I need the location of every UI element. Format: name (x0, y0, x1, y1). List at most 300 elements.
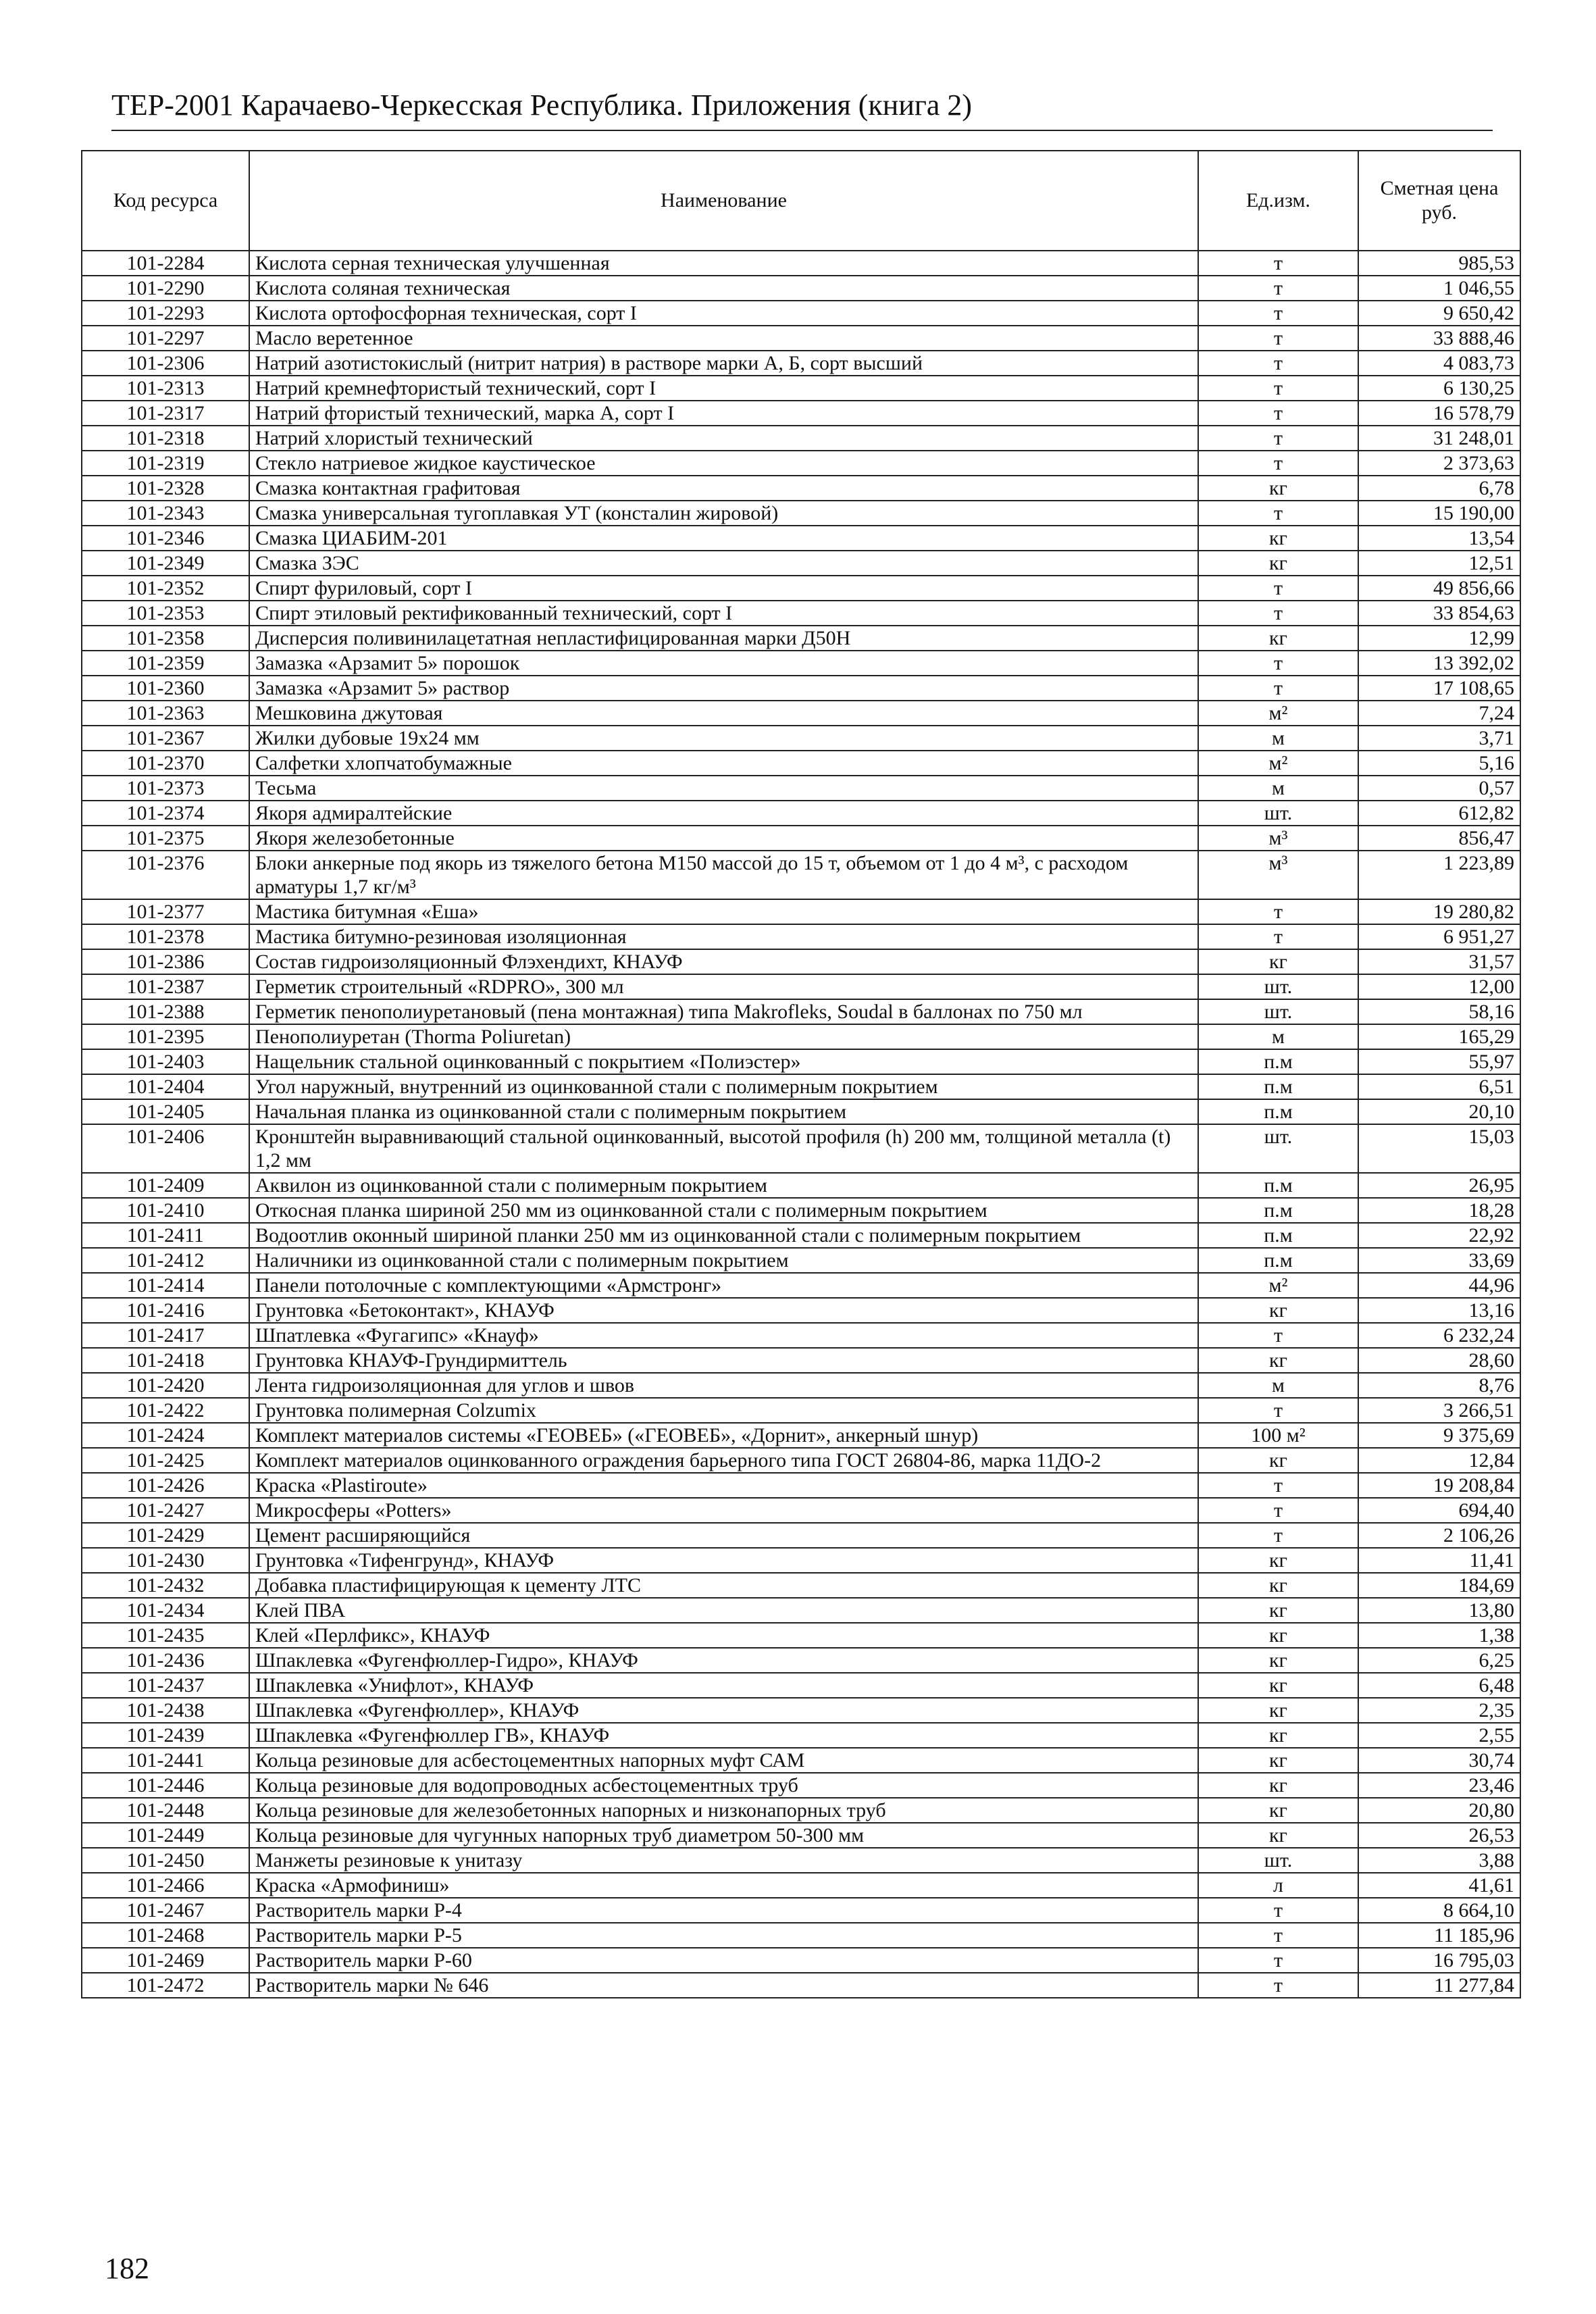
cell-unit: п.м (1198, 1198, 1358, 1223)
cell-price: 8 664,10 (1358, 1898, 1520, 1923)
cell-price: 3,71 (1358, 726, 1520, 751)
cell-name: Грунтовка «Бетоконтакт», КНАУФ (249, 1298, 1198, 1323)
cell-code: 101-2343 (82, 501, 249, 526)
cell-code: 101-2318 (82, 426, 249, 451)
cell-price: 5,16 (1358, 751, 1520, 776)
cell-code: 101-2422 (82, 1398, 249, 1423)
cell-name: Герметик пенополиуретановый (пена монтажная) типа Makroflеks, Soudal в баллонах по 750 мл (249, 999, 1198, 1024)
cell-price: 20,80 (1358, 1798, 1520, 1823)
cell-price: 58,16 (1358, 999, 1520, 1024)
cell-code: 101-2472 (82, 1973, 249, 1998)
cell-name: Комплект материалов оцинкованного ограждения барьерного типа ГОСТ 26804-86, марка 11ДО-2 (249, 1448, 1198, 1473)
cell-unit: кг (1198, 1548, 1358, 1573)
table-row (82, 826, 1520, 851)
cell-price: 2 373,63 (1358, 451, 1520, 476)
cell-unit: т (1198, 501, 1358, 526)
table-row (82, 1298, 1520, 1323)
cell-price: 6 951,27 (1358, 924, 1520, 949)
cell-price: 15 190,00 (1358, 501, 1520, 526)
cell-price: 694,40 (1358, 1498, 1520, 1523)
cell-code: 101-2374 (82, 801, 249, 826)
cell-name: Натрий кремнефтористый технический, сорт I (249, 376, 1198, 401)
table-row (82, 1873, 1520, 1898)
cell-code: 101-2435 (82, 1623, 249, 1648)
table-row (82, 1398, 1520, 1423)
cell-name: Блоки анкерные под якорь из тяжелого бетона М150 массой до 15 т, объемом от 1 до 4 м³, с расходом арматуры 1,7 кг/м³ (249, 851, 1198, 899)
cell-price: 44,96 (1358, 1273, 1520, 1298)
cell-code: 101-2430 (82, 1548, 249, 1573)
cell-name: Пенополиуретан (Thorma Poliuretan) (249, 1024, 1198, 1049)
column-header-price: Сметная цена руб. (1358, 151, 1520, 251)
cell-name: Натрий азотистокислый (нитрит натрия) в растворе марки А, Б, сорт высший (249, 351, 1198, 376)
cell-name: Добавка пластифицирующая к цементу ЛТС (249, 1573, 1198, 1598)
column-header-code: Код ресурса (82, 151, 249, 251)
table-row (82, 1523, 1520, 1548)
table-row (82, 1423, 1520, 1448)
cell-unit: кг (1198, 1798, 1358, 1823)
cell-unit: кг (1198, 1773, 1358, 1798)
cell-name: Замазка «Арзамит 5» раствор (249, 676, 1198, 701)
cell-unit: м² (1198, 1273, 1358, 1298)
cell-price: 33 854,63 (1358, 601, 1520, 626)
cell-unit: кг (1198, 1823, 1358, 1848)
cell-price: 13 392,02 (1358, 651, 1520, 676)
cell-name: Кольца резиновые для водопроводных асбестоцементных труб (249, 1773, 1198, 1798)
page-title: ТЕР-2001 Карачаево-Черкесская Республика. Приложения (книга 2) (111, 89, 973, 122)
cell-price: 22,92 (1358, 1223, 1520, 1248)
cell-name: Водоотлив оконный шириной планки 250 мм из оцинкованной стали с полимерным покрытием (249, 1223, 1198, 1248)
cell-code: 101-2319 (82, 451, 249, 476)
cell-code: 101-2469 (82, 1948, 249, 1973)
table-row (82, 476, 1520, 501)
cell-price: 8,76 (1358, 1373, 1520, 1398)
cell-code: 101-2412 (82, 1248, 249, 1273)
cell-code: 101-2410 (82, 1198, 249, 1223)
cell-name: Мастика битумная «Еша» (249, 899, 1198, 924)
table-row (82, 676, 1520, 701)
cell-code: 101-2387 (82, 974, 249, 999)
cell-name: Клей ПВА (249, 1598, 1198, 1623)
cell-price: 165,29 (1358, 1024, 1520, 1049)
cell-price: 12,99 (1358, 626, 1520, 651)
cell-unit: кг (1198, 1573, 1358, 1598)
cell-unit: м (1198, 1373, 1358, 1398)
cell-unit: м² (1198, 751, 1358, 776)
cell-name: Кольца резиновые для чугунных напорных труб диаметром 50-300 мм (249, 1823, 1198, 1848)
table-row (82, 1198, 1520, 1223)
cell-name: Кольца резиновые для железобетонных напорных и низконапорных труб (249, 1798, 1198, 1823)
cell-price: 9 375,69 (1358, 1423, 1520, 1448)
cell-code: 101-2424 (82, 1423, 249, 1448)
cell-code: 101-2420 (82, 1373, 249, 1398)
table-row (82, 1948, 1520, 1973)
cell-unit: т (1198, 251, 1358, 276)
table-row (82, 451, 1520, 476)
table-row (82, 1723, 1520, 1748)
cell-code: 101-2466 (82, 1873, 249, 1898)
table-row (82, 1448, 1520, 1473)
cell-unit: кг (1198, 1673, 1358, 1698)
cell-unit: м² (1198, 701, 1358, 726)
cell-name: Жилки дубовые 19х24 мм (249, 726, 1198, 751)
cell-price: 2,55 (1358, 1723, 1520, 1748)
table-row (82, 949, 1520, 974)
cell-name: Клей «Перлфикс», КНАУФ (249, 1623, 1198, 1648)
cell-name: Начальная планка из оцинкованной стали с полимерным покрытием (249, 1099, 1198, 1124)
cell-price: 1 046,55 (1358, 276, 1520, 301)
table-row (82, 1024, 1520, 1049)
page-number: 182 (105, 2252, 149, 2285)
table-row (82, 751, 1520, 776)
cell-code: 101-2367 (82, 726, 249, 751)
cell-name: Натрий фтористый технический, марка А, сорт I (249, 401, 1198, 426)
cell-name: Шпаклевка «Фугенфюллер-Гидро», КНАУФ (249, 1648, 1198, 1673)
cell-code: 101-2438 (82, 1698, 249, 1723)
cell-name: Растворитель марки № 646 (249, 1973, 1198, 1998)
table-row (82, 1099, 1520, 1124)
cell-unit: шт. (1198, 801, 1358, 826)
table-row (82, 974, 1520, 999)
cell-code: 101-2404 (82, 1074, 249, 1099)
cell-price: 12,84 (1358, 1448, 1520, 1473)
cell-price: 13,16 (1358, 1298, 1520, 1323)
table-body (82, 251, 1520, 1998)
cell-code: 101-2411 (82, 1223, 249, 1248)
cell-name: Наличники из оцинкованной стали с полимерным покрытием (249, 1248, 1198, 1273)
cell-unit: т (1198, 924, 1358, 949)
cell-unit: т (1198, 1973, 1358, 1998)
cell-price: 19 280,82 (1358, 899, 1520, 924)
cell-name: Манжеты резиновые к унитазу (249, 1848, 1198, 1873)
table-row (82, 1773, 1520, 1798)
cell-name: Мешковина джутовая (249, 701, 1198, 726)
cell-code: 101-2370 (82, 751, 249, 776)
cell-code: 101-2437 (82, 1673, 249, 1698)
cell-code: 101-2386 (82, 949, 249, 974)
cell-price: 0,57 (1358, 776, 1520, 801)
table-row (82, 526, 1520, 551)
cell-unit: м³ (1198, 851, 1358, 899)
cell-name: Краска «Plastiroute» (249, 1473, 1198, 1498)
cell-price: 7,24 (1358, 701, 1520, 726)
table-row (82, 276, 1520, 301)
cell-code: 101-2353 (82, 601, 249, 626)
cell-unit: шт. (1198, 1124, 1358, 1173)
cell-unit: п.м (1198, 1099, 1358, 1124)
cell-unit: п.м (1198, 1223, 1358, 1248)
table-row (82, 576, 1520, 601)
cell-unit: т (1198, 326, 1358, 351)
cell-price: 4 083,73 (1358, 351, 1520, 376)
cell-unit: т (1198, 676, 1358, 701)
cell-code: 101-2313 (82, 376, 249, 401)
cell-name: Краска «Армофиниш» (249, 1873, 1198, 1898)
cell-code: 101-2439 (82, 1723, 249, 1748)
cell-code: 101-2349 (82, 551, 249, 576)
cell-code: 101-2284 (82, 251, 249, 276)
cell-name: Шпаклевка «Унифлот», КНАУФ (249, 1673, 1198, 1698)
cell-price: 6,78 (1358, 476, 1520, 501)
cell-code: 101-2414 (82, 1273, 249, 1298)
cell-price: 23,46 (1358, 1773, 1520, 1798)
cell-price: 9 650,42 (1358, 301, 1520, 326)
cell-unit: т (1198, 451, 1358, 476)
cell-name: Цемент расширяющийся (249, 1523, 1198, 1548)
table-row (82, 701, 1520, 726)
cell-name: Кислота серная техническая улучшенная (249, 251, 1198, 276)
cell-price: 17 108,65 (1358, 676, 1520, 701)
table-row (82, 1323, 1520, 1348)
cell-code: 101-2317 (82, 401, 249, 426)
cell-price: 18,28 (1358, 1198, 1520, 1223)
cell-price: 6,51 (1358, 1074, 1520, 1099)
cell-unit: кг (1198, 1598, 1358, 1623)
page-header (111, 86, 1493, 131)
price-table (81, 150, 1521, 1998)
cell-code: 101-2376 (82, 851, 249, 899)
cell-price: 2,35 (1358, 1698, 1520, 1723)
cell-unit: т (1198, 301, 1358, 326)
cell-code: 101-2346 (82, 526, 249, 551)
cell-code: 101-2375 (82, 826, 249, 851)
cell-unit: кг (1198, 1698, 1358, 1723)
cell-price: 3 266,51 (1358, 1398, 1520, 1423)
cell-name: Стекло натриевое жидкое каустическое (249, 451, 1198, 476)
column-header-unit: Ед.изм. (1198, 151, 1358, 251)
cell-price: 11 185,96 (1358, 1923, 1520, 1948)
cell-price: 184,69 (1358, 1573, 1520, 1598)
table-row (82, 1124, 1520, 1173)
cell-unit: л (1198, 1873, 1358, 1898)
table-row (82, 1973, 1520, 1998)
table-row (82, 1573, 1520, 1598)
table-row (82, 601, 1520, 626)
table-row (82, 1498, 1520, 1523)
cell-name: Кислота соляная техническая (249, 276, 1198, 301)
cell-code: 101-2358 (82, 626, 249, 651)
cell-code: 101-2388 (82, 999, 249, 1024)
cell-code: 101-2306 (82, 351, 249, 376)
table-row (82, 1173, 1520, 1198)
cell-price: 3,88 (1358, 1848, 1520, 1873)
cell-code: 101-2441 (82, 1748, 249, 1773)
cell-code: 101-2328 (82, 476, 249, 501)
cell-price: 11,41 (1358, 1548, 1520, 1573)
cell-name: Дисперсия поливинилацетатная непластифицированная марки Д50Н (249, 626, 1198, 651)
cell-name: Смазка ЦИАБИМ-201 (249, 526, 1198, 551)
cell-name: Натрий хлористый технический (249, 426, 1198, 451)
cell-name: Смазка универсальная тугоплавкая УТ (консталин жировой) (249, 501, 1198, 526)
table-row (82, 1848, 1520, 1873)
cell-name: Якоря адмиралтейские (249, 801, 1198, 826)
cell-name: Угол наружный, внутренний из оцинкованной стали с полимерным покрытием (249, 1074, 1198, 1099)
cell-unit: т (1198, 351, 1358, 376)
table-row (82, 1823, 1520, 1848)
table-row (82, 726, 1520, 751)
cell-unit: т (1198, 276, 1358, 301)
cell-name: Спирт фуриловый, сорт I (249, 576, 1198, 601)
cell-code: 101-2448 (82, 1798, 249, 1823)
table-row (82, 851, 1520, 899)
cell-code: 101-2427 (82, 1498, 249, 1523)
cell-unit: кг (1198, 526, 1358, 551)
cell-unit: т (1198, 1323, 1358, 1348)
cell-unit: т (1198, 1398, 1358, 1423)
cell-unit: м (1198, 1024, 1358, 1049)
cell-unit: м (1198, 726, 1358, 751)
table-row (82, 1223, 1520, 1248)
table-row (82, 1373, 1520, 1398)
cell-name: Состав гидроизоляционный Флэхендихт, КНАУФ (249, 949, 1198, 974)
cell-name: Смазка ЗЭС (249, 551, 1198, 576)
cell-price: 31,57 (1358, 949, 1520, 974)
cell-unit: п.м (1198, 1049, 1358, 1074)
table-row (82, 1623, 1520, 1648)
cell-code: 101-2436 (82, 1648, 249, 1673)
cell-price: 31 248,01 (1358, 426, 1520, 451)
cell-unit: шт. (1198, 999, 1358, 1024)
cell-price: 49 856,66 (1358, 576, 1520, 601)
table-row (82, 899, 1520, 924)
cell-price: 19 208,84 (1358, 1473, 1520, 1498)
cell-name: Комплект материалов системы «ГЕОВЕБ» («ГЕОВЕБ», «Дорнит», анкерный шнур) (249, 1423, 1198, 1448)
cell-unit: кг (1198, 949, 1358, 974)
cell-price: 26,53 (1358, 1823, 1520, 1848)
cell-unit: т (1198, 426, 1358, 451)
cell-code: 101-2449 (82, 1823, 249, 1848)
cell-price: 856,47 (1358, 826, 1520, 851)
cell-code: 101-2417 (82, 1323, 249, 1348)
cell-code: 101-2429 (82, 1523, 249, 1548)
cell-price: 16 795,03 (1358, 1948, 1520, 1973)
cell-price: 20,10 (1358, 1099, 1520, 1124)
cell-price: 985,53 (1358, 251, 1520, 276)
cell-name: Кронштейн выравнивающий стальной оцинкованный, высотой профиля (h) 200 мм, толщиной металла (t) 1,2 мм (249, 1124, 1198, 1173)
cell-code: 101-2378 (82, 924, 249, 949)
table-row (82, 801, 1520, 826)
cell-unit: кг (1198, 476, 1358, 501)
cell-code: 101-2416 (82, 1298, 249, 1323)
cell-price: 16 578,79 (1358, 401, 1520, 426)
cell-unit: кг (1198, 1298, 1358, 1323)
cell-price: 612,82 (1358, 801, 1520, 826)
cell-price: 6,25 (1358, 1648, 1520, 1673)
cell-price: 28,60 (1358, 1348, 1520, 1373)
cell-name: Масло веретенное (249, 326, 1198, 351)
table-row (82, 301, 1520, 326)
table-row (82, 1548, 1520, 1573)
cell-price: 1 223,89 (1358, 851, 1520, 899)
cell-price: 12,51 (1358, 551, 1520, 576)
cell-code: 101-2418 (82, 1348, 249, 1373)
cell-name: Растворитель марки Р-4 (249, 1898, 1198, 1923)
cell-code: 101-2377 (82, 899, 249, 924)
cell-unit: кг (1198, 626, 1358, 651)
cell-code: 101-2468 (82, 1923, 249, 1948)
cell-name: Спирт этиловый ректификованный технический, сорт I (249, 601, 1198, 626)
table-row (82, 1673, 1520, 1698)
cell-unit: т (1198, 1523, 1358, 1548)
cell-unit: т (1198, 401, 1358, 426)
cell-code: 101-2432 (82, 1573, 249, 1598)
cell-unit: т (1198, 1948, 1358, 1973)
cell-name: Шпаклевка «Фугенфюллер», КНАУФ (249, 1698, 1198, 1723)
cell-code: 101-2395 (82, 1024, 249, 1049)
cell-code: 101-2406 (82, 1124, 249, 1173)
table-row (82, 1473, 1520, 1498)
cell-unit: т (1198, 1923, 1358, 1948)
cell-unit: кг (1198, 1348, 1358, 1373)
table-row (82, 551, 1520, 576)
cell-unit: т (1198, 576, 1358, 601)
cell-unit: т (1198, 376, 1358, 401)
cell-code: 101-2352 (82, 576, 249, 601)
cell-price: 30,74 (1358, 1748, 1520, 1773)
cell-name: Шпаклевка «Фугенфюллер ГВ», КНАУФ (249, 1723, 1198, 1748)
column-header-name: Наименование (249, 151, 1198, 251)
cell-price: 41,61 (1358, 1873, 1520, 1898)
table-header-row (82, 151, 1520, 251)
cell-code: 101-2426 (82, 1473, 249, 1498)
table-row (82, 651, 1520, 676)
cell-price: 2 106,26 (1358, 1523, 1520, 1548)
cell-code: 101-2450 (82, 1848, 249, 1873)
cell-code: 101-2409 (82, 1173, 249, 1198)
table-row (82, 924, 1520, 949)
cell-unit: п.м (1198, 1248, 1358, 1273)
cell-unit: кг (1198, 1648, 1358, 1673)
cell-name: Грунтовка «Тифенгрунд», КНАУФ (249, 1548, 1198, 1573)
table-row (82, 1074, 1520, 1099)
cell-unit: п.м (1198, 1173, 1358, 1198)
cell-unit: т (1198, 1498, 1358, 1523)
cell-code: 101-2360 (82, 676, 249, 701)
cell-name: Кольца резиновые для асбестоцементных напорных муфт САМ (249, 1748, 1198, 1773)
table-row (82, 1049, 1520, 1074)
cell-name: Мастика битумно-резиновая изоляционная (249, 924, 1198, 949)
cell-unit: п.м (1198, 1074, 1358, 1099)
table-row (82, 1923, 1520, 1948)
table-row (82, 326, 1520, 351)
cell-unit: кг (1198, 1723, 1358, 1748)
cell-name: Якоря железобетонные (249, 826, 1198, 851)
cell-price: 15,03 (1358, 1124, 1520, 1173)
cell-unit: т (1198, 1473, 1358, 1498)
cell-name: Грунтовка КНАУФ-Грундирмиттель (249, 1348, 1198, 1373)
cell-code: 101-2467 (82, 1898, 249, 1923)
cell-name: Растворитель марки Р-60 (249, 1948, 1198, 1973)
cell-unit: шт. (1198, 974, 1358, 999)
cell-code: 101-2363 (82, 701, 249, 726)
cell-name: Салфетки хлопчатобумажные (249, 751, 1198, 776)
cell-code: 101-2446 (82, 1773, 249, 1798)
table-row (82, 401, 1520, 426)
table-row (82, 1348, 1520, 1373)
cell-price: 33,69 (1358, 1248, 1520, 1273)
cell-unit: т (1198, 899, 1358, 924)
cell-price: 13,54 (1358, 526, 1520, 551)
cell-code: 101-2290 (82, 276, 249, 301)
table-row (82, 376, 1520, 401)
cell-code: 101-2434 (82, 1598, 249, 1623)
cell-name: Аквилон из оцинкованной стали с полимерным покрытием (249, 1173, 1198, 1198)
cell-unit: т (1198, 601, 1358, 626)
table-row (82, 1798, 1520, 1823)
cell-name: Герметик строительный «RDPRO», 300 мл (249, 974, 1198, 999)
table-row (82, 776, 1520, 801)
cell-unit: м (1198, 776, 1358, 801)
cell-unit: шт. (1198, 1848, 1358, 1873)
